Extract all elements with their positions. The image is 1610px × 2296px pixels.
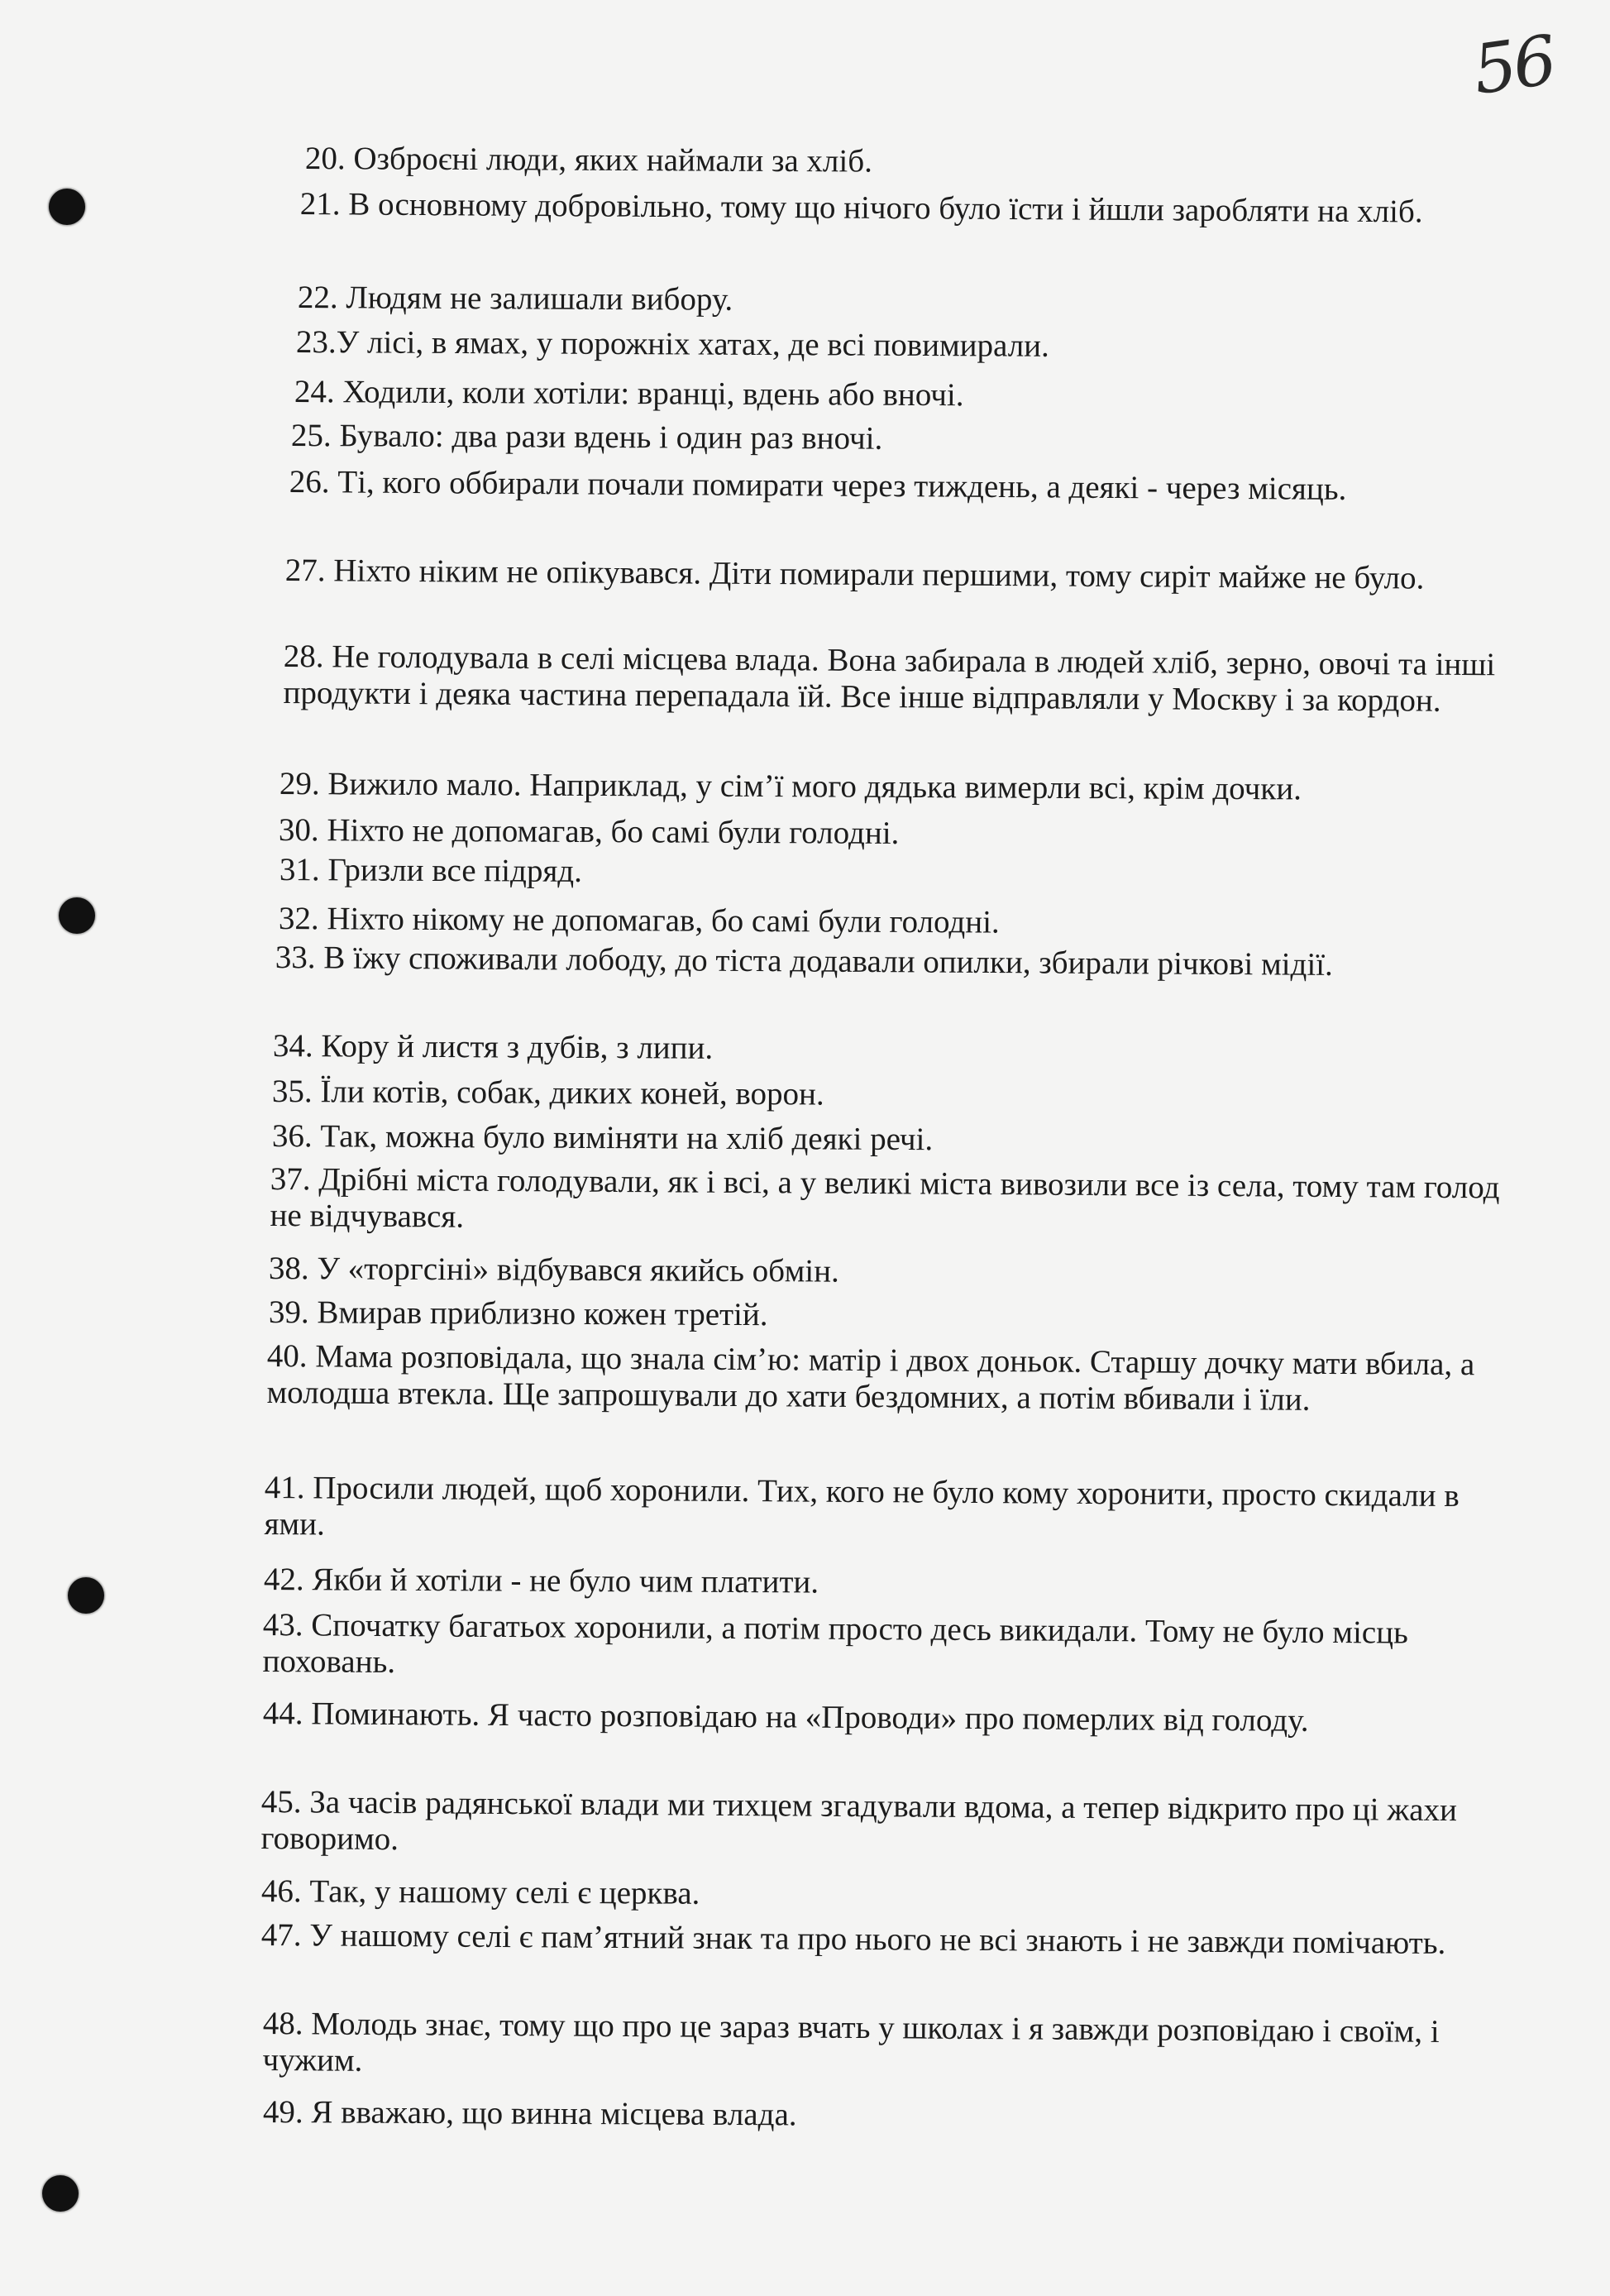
answer-35: 35. Їли котів, собак, диких коней, ворон. bbox=[271, 1074, 824, 1112]
answer-36: 36. Так, можна було виміняти на хліб деякі речі. bbox=[271, 1118, 934, 1158]
page-number: 56 bbox=[1468, 21, 1559, 111]
answer-31: 31. Гризли все підряд. bbox=[279, 852, 583, 889]
answer-22: 22. Людям не залишали вибору. bbox=[297, 280, 733, 318]
answer-43: 43. Спочатку багатьох хоронили, а потім просто десь викидали. Тому не було місць поховань. bbox=[262, 1607, 1409, 1681]
answer-41: 41. Просили людей, щоб хоронили. Тих, кого не було кому хоронити, просто скидали в ями. bbox=[264, 1470, 1460, 1543]
answer-25: 25. Бувало: два рази вдень і один раз вночі. bbox=[290, 418, 883, 457]
answer-21: 21. В основному добровільно, тому що нічого було їсти і йшли заробляти на хліб. bbox=[299, 186, 1423, 230]
answer-30: 30. Ніхто не допомагав, бо самі були голодні. bbox=[278, 812, 900, 851]
answer-32: 32. Ніхто нікому не допомагав, бо самі були голодні. bbox=[278, 901, 1000, 940]
answer-24: 24. Ходили, коли хотіли: вранці, вдень або вночі. bbox=[294, 374, 964, 414]
answer-42: 42. Якби й хотіли - не було чим платити. bbox=[263, 1562, 819, 1600]
answer-45: 45. За часів радянської влади ми тихцем згадували вдома, а тепер відкрито про ці жахи говоримо. bbox=[260, 1784, 1458, 1858]
answer-47: 47. У нашому селі є пам’ятний знак та про нього не всі знають і не завжди помічають. bbox=[260, 1917, 1446, 1961]
answer-20: 20. Озброєні люди, яких наймали за хліб. bbox=[304, 141, 873, 179]
answer-28: 28. Не голодувала в селі місцева влада. Вона забирала в людей хліб, зерно, овочі та інші продукти і деяка частина перепадала їй. Все інше відправляли у Москву і за кордон. bbox=[283, 639, 1496, 719]
answer-33: 33. В їжу споживали лободу, до тіста додавали опилки, збирали річкові мідії. bbox=[275, 940, 1334, 983]
answer-49: 49. Я вважаю, що винна місцева влада. bbox=[262, 2094, 797, 2133]
answer-40: 40. Мама розповідала, що знала сім’ю: матір і двох доньок. Старшу дочку мати вбила, а молодша втекла. Ще запрошували до хати бездомних, а потім вбивали і їли. bbox=[266, 1338, 1475, 1418]
answer-38: 38. У «торгсіні» відбувався якийсь обмін. bbox=[268, 1251, 839, 1289]
answer-26: 26. Ті, кого оббирали почали помирати через тиждень, а деякі - через місяць. bbox=[289, 464, 1347, 507]
answer-27: 27. Ніхто ніким не опікувався. Діти помирали першими, тому сиріт майже не було. bbox=[284, 552, 1425, 596]
answer-37: 37. Дрібні міста голодували, як і всі, а у великі міста вивозили все із села, тому там голод не відчувався. bbox=[270, 1161, 1500, 1235]
answer-44: 44. Поминають. Я часто розповідаю на «Проводи» про померлих від голоду. bbox=[262, 1696, 1309, 1739]
answer-46: 46. Так, у нашому селі є церква. bbox=[260, 1873, 700, 1911]
answer-23: 23.У лісі, в ямах, у порожніх хатах, де всі повимирали. bbox=[295, 324, 1049, 364]
answer-29: 29. Вижило мало. Наприклад, у сім’ї мого дядька вимерли всі, крім дочки. bbox=[279, 766, 1302, 807]
answer-48: 48. Молодь знає, тому що про це зараз вчать у школах і я завжди розповідаю і своїм, і чужим. bbox=[262, 2006, 1440, 2078]
answer-34: 34. Кору й листя з дубів, з липи. bbox=[272, 1028, 714, 1066]
answer-39: 39. Вмирав приблизно кожен третій. bbox=[268, 1294, 768, 1333]
